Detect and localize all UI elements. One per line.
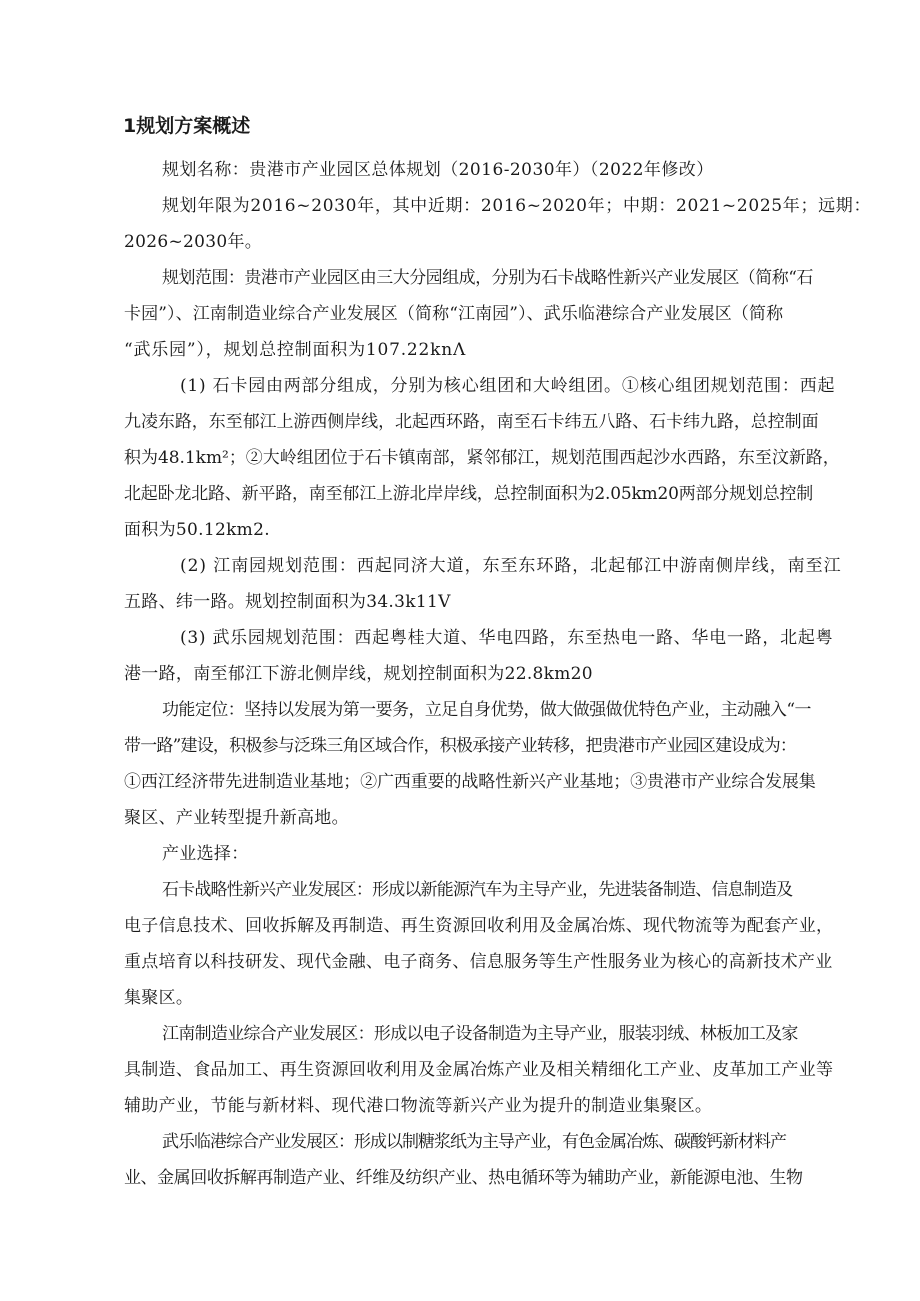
- text-line: 北起卧龙北路、新平路，南至郁江上游北岸岸线，总控制面积为2.05km20两部分规划总控制: [124, 484, 814, 504]
- text-line: 具制造、食品加工、再生资源回收利用及金属冶炼产业及相关精细化工产业、皮革加工产业等: [124, 1060, 834, 1080]
- text-line: 五路、纬一路。规划控制面积为34.3k11V: [124, 592, 451, 612]
- text-line: (2) 江南园规划范围：西起同济大道，东至东环路，北起郁江中游南侧岸线，南至江: [180, 556, 842, 576]
- text-line: 带一路”建设，积极参与泛珠三角区域合作，积极承接产业转移，把贵港市产业园区建设成为：: [124, 736, 797, 756]
- text-line: 积为48.1km²；②大岭组团位于石卡镇南部，紧邻郁江，规划范围西起沙水西路，东至汶新路，: [124, 448, 840, 468]
- text-line: 面积为50.12km2.: [124, 520, 270, 540]
- text-line: 功能定位：坚持以发展为第一要务，立足自身优势，做大做强做优特色产业，主动融入“一: [162, 700, 811, 720]
- text-line: 港一路，南至郁江下游北侧岸线，规划控制面积为22.8km20: [124, 664, 593, 684]
- text-line: (3) 武乐园规划范围：西起粤桂大道、华电四路，东至热电一路、华电一路，北起粤: [180, 628, 834, 648]
- text-line: 聚区、产业转型提升新高地。: [124, 808, 349, 828]
- text-line: 辅助产业，节能与新材料、现代港口物流等新兴产业为提升的制造业集聚区。: [124, 1096, 713, 1116]
- text-line: 2026~2030年。: [124, 232, 263, 252]
- text-line: 规划名称：贵港市产业园区总体规划（2016-2030年）（2022年修改）: [162, 160, 714, 180]
- text-line: “武乐园”），规划总控制面积为107.22knΛ: [124, 340, 467, 360]
- text-line: 业、金属回收拆解再制造产业、纤维及纺织产业、热电循环等为辅助产业，新能源电池、生物: [124, 1168, 803, 1188]
- text-line: (1) 石卡园由两部分组成，分别为核心组团和大岭组团。①核心组团规划范围：西起: [180, 376, 836, 396]
- section-heading: 1规划方案概述: [123, 115, 251, 137]
- text-line: 武乐临港综合产业发展区：形成以制糖浆纸为主导产业，有色金属冶炼、碳酸钙新材料产: [162, 1132, 786, 1152]
- text-line: ①西江经济带先进制造业基地；②广西重要的战略性新兴产业基地；③贵港市产业综合发展集: [124, 772, 816, 792]
- text-line: 九凌东路，东至郁江上游西侧岸线，北起西环路，南至石卡纬五八路、石卡纬九路，总控制面: [124, 412, 819, 432]
- text-line: 石卡战略性新兴产业发展区：形成以新能源汽车为主导产业，先进装备制造、信息制造及: [162, 880, 793, 900]
- text-line: 产业选择：: [162, 844, 249, 864]
- text-line: 集聚区。: [124, 988, 194, 1008]
- text-line: 江南制造业综合产业发展区：形成以电子设备制造为主导产业，服装羽绒、林板加工及家: [162, 1024, 798, 1044]
- text-line: 重点培育以科技研发、现代金融、电子商务、信息服务等生产性服务业为核心的高新技术产业: [124, 952, 833, 972]
- text-line: 规划年限为2016~2030年，其中近期：2016~2020年；中期：2021~2025年；远期：: [162, 196, 872, 216]
- text-line: 电子信息技术、回收拆解及再制造、再生资源回收利用及金属冶炼、现代物流等为配套产业，: [124, 916, 834, 936]
- text-line: 卡园”）、江南制造业综合产业发展区（简称“江南园”）、武乐临港综合产业发展区（简称: [124, 304, 784, 324]
- text-line: 规划范围：贵港市产业园区由三大分园组成，分别为石卡战略性新兴产业发展区（简称“石: [162, 268, 813, 288]
